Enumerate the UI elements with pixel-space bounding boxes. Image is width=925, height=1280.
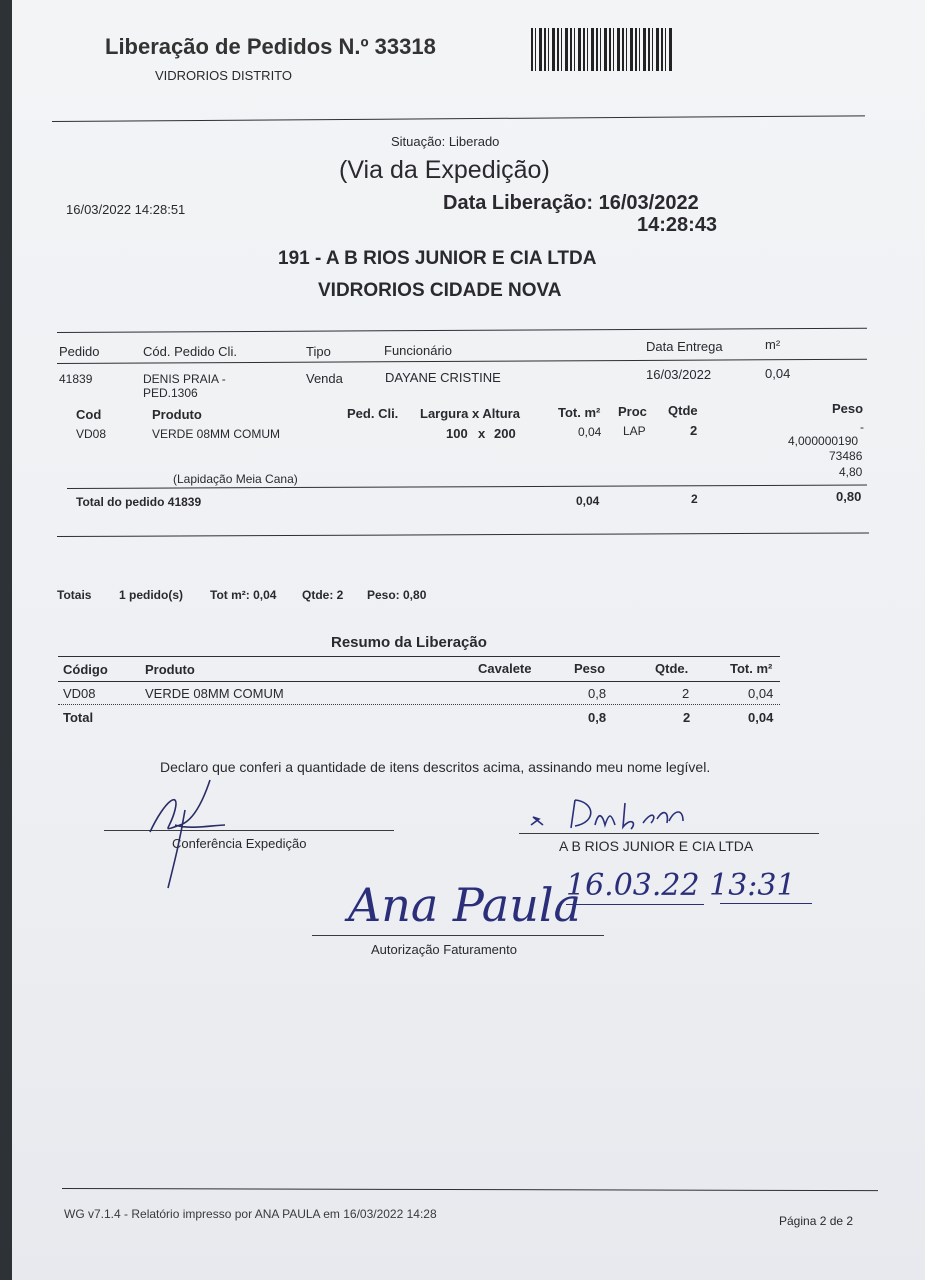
order-tipo-value: Venda: [306, 371, 343, 386]
item-x: x: [478, 426, 486, 441]
item-col-proc: Proc: [618, 404, 647, 419]
resumo-col-peso: Peso: [574, 661, 606, 676]
item-largura-value: 100: [446, 426, 468, 441]
resumo-col-cavalete: Cavalete: [478, 661, 532, 676]
col-pedido: Pedido: [59, 344, 100, 359]
item-col-cod: Cod: [76, 407, 102, 422]
order-m2-value: 0,04: [765, 366, 791, 381]
autorizacao-label: Autorização Faturamento: [371, 942, 517, 957]
col-cod-pedido-cli: Cód. Pedido Cli.: [143, 344, 237, 359]
item-col-qtde: Qtde: [668, 403, 698, 418]
resumo-col-tot-m2: Tot. m²: [730, 661, 773, 676]
item-col-ped-cli: Ped. Cli.: [347, 406, 399, 421]
handwritten-date: 16.03.22 13:31: [566, 868, 796, 903]
data-liberacao: Data Liberação: 16/03/2022: [443, 192, 699, 214]
resumo-row-peso: 0,8: [588, 686, 607, 701]
item-peso-value-2: 73486: [829, 449, 863, 463]
totais-qtde: Qtde: 2: [302, 588, 344, 602]
conferencia-signature: [130, 770, 250, 890]
item-proc-value: LAP: [623, 424, 646, 438]
col-data-entrega: Data Entrega: [646, 339, 723, 354]
barcode: [531, 28, 673, 71]
resumo-col-produto: Produto: [145, 662, 195, 677]
item-produto-value: VERDE 08MM COMUM: [152, 427, 281, 441]
resumo-col-codigo: Código: [63, 662, 108, 677]
resumo-row-codigo: VD08: [63, 686, 96, 701]
autorizacao-signature: Ana Paula: [348, 878, 581, 932]
resumo-total-qtde: 2: [683, 710, 691, 725]
autorizacao-signature-line: [312, 935, 604, 936]
order-funcionario-value: DAYANE CRISTINE: [385, 370, 501, 385]
client-signature: [525, 795, 695, 835]
resumo-top-border: [58, 656, 780, 657]
item-col-largura-altura: Largura x Altura: [420, 406, 520, 421]
resumo-total-tot-m2: 0,04: [748, 710, 774, 725]
print-datetime: 16/03/2022 14:28:51: [66, 202, 186, 217]
resumo-total-peso: 0,8: [588, 710, 607, 725]
order-cod-cli-value: DENIS PRAIA -: [143, 372, 226, 386]
resumo-row-tot-m2: 0,04: [748, 686, 774, 701]
resumo-row-produto: VERDE 08MM COMUM: [145, 686, 284, 701]
order-total-qtde: 2: [691, 492, 698, 506]
resumo-header-border: [58, 681, 780, 682]
item-col-tot-m2: Tot. m²: [558, 405, 601, 420]
via-title: (Via da Expedição): [339, 156, 550, 184]
col-m2: m²: [765, 337, 781, 352]
client-name: 191 - A B RIOS JUNIOR E CIA LTDA: [278, 248, 597, 269]
resumo-title: Resumo da Liberação: [331, 634, 487, 651]
footer-printed-by: WG v7.1.4 - Relatório impresso por ANA PAULA em 16/03/2022 14:28: [64, 1207, 437, 1221]
col-tipo: Tipo: [306, 344, 331, 359]
client-branch: VIDRORIOS CIDADE NOVA: [318, 280, 562, 301]
item-tot-m2-value: 0,04: [578, 425, 602, 439]
situacao-text: Situação: Liberado: [391, 134, 500, 149]
document-title: Liberação de Pedidos N.º 33318: [105, 34, 436, 59]
order-total-label: Total do pedido 41839: [76, 495, 202, 509]
order-cod-cli-value-2: PED.1306: [143, 386, 198, 400]
item-qtde-value: 2: [690, 423, 698, 438]
item-peso-value-1: 4,000000190: [788, 434, 859, 448]
item-cod-value: VD08: [76, 427, 107, 441]
col-funcionario: Funcionário: [384, 343, 452, 358]
item-note: (Lapidação Meia Cana): [173, 472, 298, 486]
item-peso-dash: -: [860, 420, 864, 434]
item-peso-value-3: 4,80: [839, 465, 863, 479]
totais-peso: Peso: 0,80: [367, 588, 427, 602]
footer-page-number: Página 2 de 2: [779, 1214, 854, 1228]
order-total-peso: 0,80: [836, 489, 862, 504]
totais-label: Totais: [57, 588, 92, 602]
resumo-total-label: Total: [63, 710, 94, 725]
handwritten-time-underline: [720, 903, 812, 904]
order-total-m2: 0,04: [576, 494, 600, 508]
client-signature-label: A B RIOS JUNIOR E CIA LTDA: [559, 838, 754, 854]
item-col-peso: Peso: [832, 401, 864, 416]
data-liberacao-time: 14:28:43: [637, 214, 718, 236]
order-pedido-value: 41839: [59, 372, 93, 386]
item-col-produto: Produto: [152, 407, 202, 422]
item-altura-value: 200: [494, 426, 516, 441]
totais-pedidos: 1 pedido(s): [119, 588, 184, 602]
resumo-row-divider: [58, 704, 780, 705]
order-data-entrega-value: 16/03/2022: [646, 367, 712, 382]
declaration-text: Declaro que conferi a quantidade de itens descritos acima, assinando meu nome legível.: [160, 759, 711, 775]
totais-tot-m2: Tot m²: 0,04: [210, 588, 277, 602]
resumo-col-qtde: Qtde.: [655, 661, 689, 676]
handwritten-date-underline: [566, 904, 704, 905]
conferencia-label: Conferência Expedição: [172, 836, 307, 851]
resumo-row-qtde: 2: [682, 686, 690, 701]
company-name: VIDRORIOS DISTRITO: [155, 68, 292, 83]
